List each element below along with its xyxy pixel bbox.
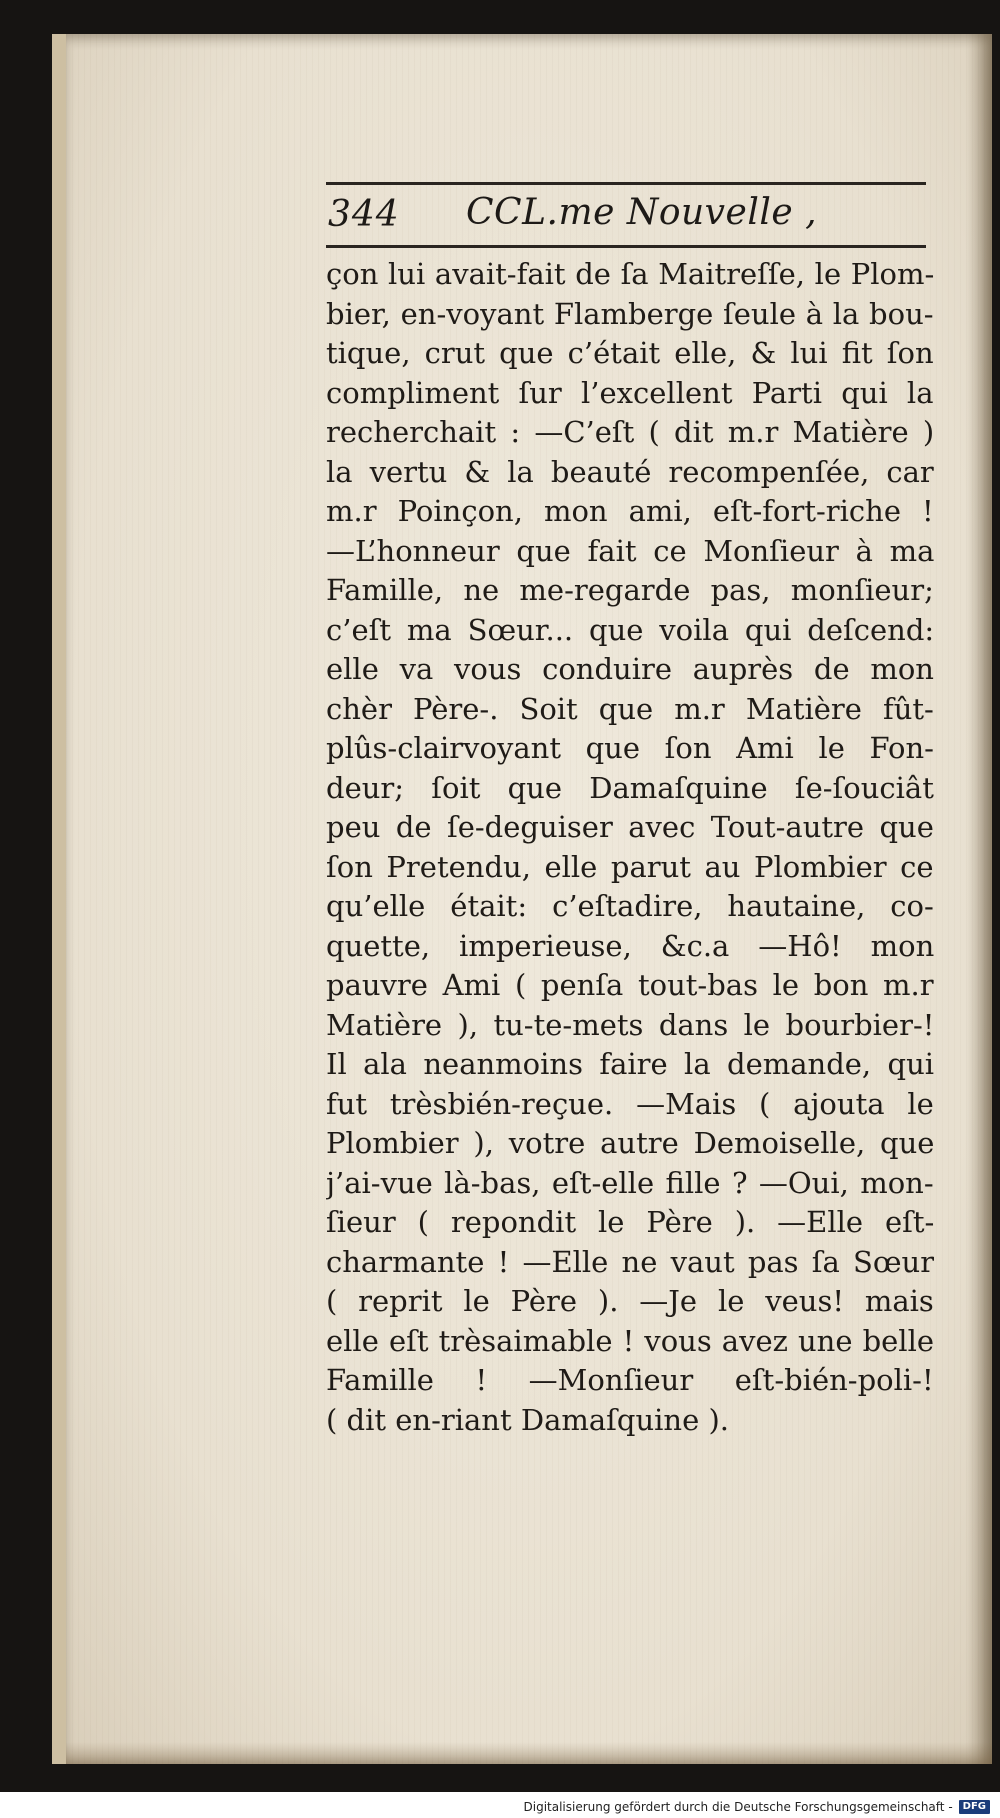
- text-line: plûs-clairvoyant que ſon Ami le Fon-: [326, 731, 934, 765]
- text-line: peu de ſe-deguiser avec Tout-autre que: [326, 810, 934, 844]
- text-line: la vertu & la beauté recompenſée, car: [326, 454, 934, 489]
- header-rule-top: [326, 182, 926, 185]
- text-line: ( dit en-riant Damaſquine ).: [326, 1402, 730, 1437]
- text-line: deur; ſoit que Damaſquine ſe-ſouciât: [326, 770, 934, 805]
- text-line: Famille, ne me-regarde pas, monſieur;: [326, 573, 934, 607]
- footer-text: Digitalisierung gefördert durch die Deutsche Forschungsgemeinschaft -: [523, 1800, 953, 1814]
- text-line: Famille ! —Monſieur eſt-bién-poli-!: [326, 1363, 934, 1397]
- text-line: Plombier ), votre autre Demoiselle, que: [326, 1126, 934, 1160]
- text-line: m.r Poinçon, mon ami, eſt-fort-riche !: [326, 494, 934, 528]
- page-edge-shadow: [966, 34, 992, 1764]
- page-number: 344: [328, 194, 400, 235]
- text-line: charmante ! —Elle ne vaut pas ſa Sœur: [326, 1244, 934, 1279]
- body-text: [326, 255, 934, 1440]
- text-line: bier, en-voyant Flamberge ſeule à la bou-: [326, 296, 934, 331]
- page-header: [326, 188, 926, 244]
- text-line: qu’elle était: c’eſtadire, hautaine, co-: [326, 889, 934, 923]
- text-line: elle va vous conduire auprès de mon: [326, 652, 934, 686]
- text-line: çon lui avait-fait de ſa Maitreſſe, le Plom-: [326, 257, 934, 291]
- text-line: fut trèsbién-reçue. —Mais ( ajouta le: [326, 1086, 934, 1121]
- digitization-footer: [524, 1796, 991, 1818]
- text-line: ſieur ( repondit le Père ). —Elle eſt-: [326, 1205, 934, 1239]
- running-head: CCL.me Nouvelle ,: [466, 192, 818, 233]
- text-line: —L’honneur que fait ce Monſieur à ma: [326, 533, 934, 568]
- text-line: recherchait : —C’eſt ( dit m.r Matière ): [326, 415, 934, 449]
- page-bottom-shadow: [66, 1742, 992, 1764]
- text-line: chèr Père-. Soit que m.r Matière fût-: [326, 691, 934, 726]
- text-line: c’eſt ma Sœur... que voila qui deſcend:: [326, 612, 934, 647]
- text-line: Il ala neanmoins faire la demande, qui: [326, 1047, 934, 1081]
- text-line: quette, imperieuse, &c.a —Hô! mon: [326, 928, 934, 963]
- text-line: tique, crut que c’était elle, & lui fit ſon: [326, 336, 934, 370]
- text-line: Matière ), tu-te-mets dans le bourbier-!: [326, 1007, 934, 1042]
- dfg-logo-icon: DFG: [959, 1800, 990, 1814]
- text-line: compliment ſur l’excellent Parti qui la: [326, 375, 934, 410]
- text-line: j’ai-vue là-bas, eſt-elle fille ? —Oui, mon-: [326, 1165, 934, 1200]
- header-rule-bottom: [326, 245, 926, 248]
- text-line: ſon Pretendu, elle parut au Plombier ce: [326, 849, 934, 884]
- text-line: ( reprit le Père ). —Je le veus! mais: [326, 1284, 934, 1318]
- text-line: pauvre Ami ( penſa tout-bas le bon m.r: [326, 968, 934, 1002]
- text-line: elle eſt trèsaimable ! vous avez une belle: [326, 1323, 934, 1358]
